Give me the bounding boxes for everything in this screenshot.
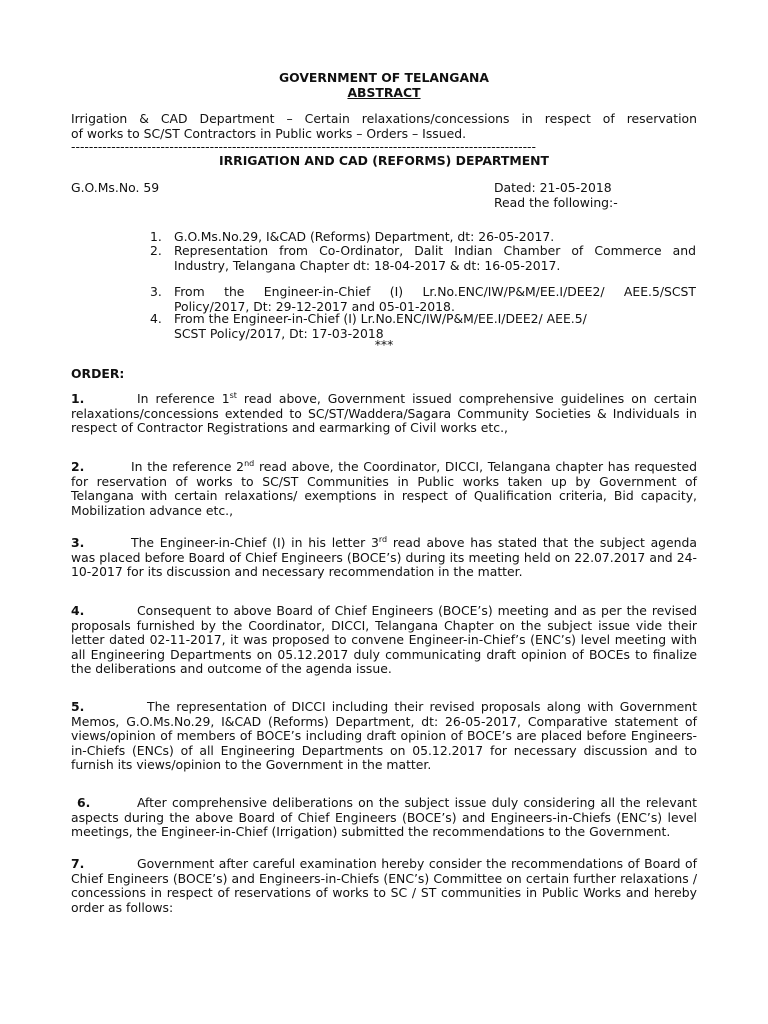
reference-item	[150, 244, 696, 273]
paragraph-number: 4.	[71, 603, 85, 618]
order-date: Dated: 21-05-2018	[494, 180, 612, 195]
reference-text: Representation from Co-Ordinator, Dalit Indian Chamber of Commerce and Industry, Telangana Chapter dt: 18-04-2017 & dt: 16-05-2017.	[174, 243, 696, 273]
reference-number: 4.	[150, 311, 162, 326]
reference-number: 3.	[150, 284, 162, 299]
paragraph-text: The representation of DICCI including their revised proposals along with Government Memos, G.O.Ms.No.29, I&CAD (Reforms) Department, dt: 26-05-2017, Comparative statement of views/opinion of members of BOCE’s including draft opinion of BOCE’s are placed before Engineers-in-Chiefs (ENCs) of all Engineering Departments on 05.12.2017 for necessary discussion and to furnish its views/opinion to the Government in the matter.	[71, 699, 697, 773]
reference-number: 2.	[150, 243, 162, 258]
stars-separator: ***	[374, 337, 394, 352]
paragraph-text: Consequent to above Board of Chief Engineers (BOCE’s) meeting and as per the revised proposals furnished by the Coordinator, DICCI, Telangana Chapter on the subject issue vide their letter dated 02-11-2017, it was proposed to convene Engineer-in-Chief’s (ENC’s) level meeting with all Engineering Departments on 05.12.2017 duly communicating draft opinion of BOCEs to finalize the deliberations and outcome of the agenda issue.	[71, 603, 697, 677]
paragraph-3	[71, 536, 697, 580]
paragraph-text: read above, the Coordinator, DICCI, Telangana chapter has requested for reservation of works to SC/ST Communities in Public works taken up by Government of Telangana with certain relaxations/ exemptions in respect of Qualification criteria, Bid capacity, Mobilization advance etc.,	[71, 459, 697, 518]
paragraph-number: 1.	[71, 391, 85, 406]
paragraph-4	[71, 604, 697, 677]
paragraph-5	[71, 700, 697, 773]
paragraph-1	[71, 392, 697, 436]
superscript: rd	[378, 534, 388, 544]
government-title: GOVERNMENT OF TELANGANA	[278, 70, 490, 85]
paragraph-number: 5.	[71, 699, 85, 714]
subject-line-2: of works to SC/ST Contractors in Public works – Orders – Issued.	[71, 126, 467, 141]
reference-text: From the Engineer-in-Chief (I) Lr.No.ENC/IW/P&M/EE.I/DEE2/ AEE.5/ SCST Policy/2017, Dt: 17-03-2018	[174, 311, 587, 341]
go-number: G.O.Ms.No. 59	[71, 180, 160, 195]
reference-text: G.O.Ms.No.29, I&CAD (Reforms) Department, dt: 26-05-2017.	[174, 229, 555, 244]
paragraph-text: The Engineer-in-Chief (I) in his letter 3	[131, 535, 379, 550]
paragraph-6	[71, 796, 697, 840]
department-title: IRRIGATION AND CAD (REFORMS) DEPARTMENT	[219, 153, 549, 168]
paragraph-2	[71, 460, 697, 518]
paragraph-text: In the reference 2	[131, 459, 245, 474]
paragraph-number: 6.	[77, 795, 91, 810]
paragraph-text: Government after careful examination hereby consider the recommendations of Board of Chief Engineers (BOCE’s) and Engineers-in-Chiefs (ENC’s) Committee on certain further relaxations / concessions in respect of reservations of works to SC / ST communities in Public Works and hereby order as follows:	[71, 856, 697, 915]
read-following: Read the following:-	[494, 195, 618, 210]
paragraph-text: read above has stated that the subject agenda was placed before Board of Chief Engineers (BOCE’s) during its meeting held on 22.07.2017 and 24-10-2017 for its discussion and necessary recommendation in the matter.	[71, 535, 697, 580]
separator-line: --------------------------------------------------------------------------------------------------------	[71, 140, 536, 154]
paragraph-7	[71, 857, 697, 915]
paragraph-number: 3.	[71, 535, 85, 550]
superscript: nd	[244, 458, 255, 468]
paragraph-text: After comprehensive deliberations on the subject issue duly considering all the relevant aspects during the above Board of Chief Engineers (BOCE’s) and Engineers-in-Chiefs (ENC’s) level meetings, the Engineer-in-Chief (Irrigation) submitted the recommendations to the Government.	[71, 795, 697, 840]
order-heading: ORDER:	[71, 366, 125, 381]
paragraph-number: 7.	[71, 856, 85, 871]
superscript: st	[229, 390, 237, 400]
abstract-title: ABSTRACT	[347, 85, 421, 100]
paragraph-number: 2.	[71, 459, 85, 474]
paragraph-text: read above, Government issued comprehensive guidelines on certain relaxations/concessions extended to SC/ST/Waddera/Sagara Community Societies & Individuals in respect of Contractor Registrations and earmarking of Civil works etc.,	[71, 391, 697, 436]
paragraph-text: In reference 1	[137, 391, 230, 406]
reference-item	[150, 285, 696, 314]
subject-line-1: Irrigation & CAD Department – Certain relaxations/concessions in respect of reservation	[71, 111, 697, 126]
reference-text: From the Engineer-in-Chief (I) Lr.No.ENC/IW/P&M/EE.I/DEE2/ AEE.5/SCST Policy/2017, Dt: 29-12-2017 and 05-01-2018.	[174, 284, 696, 314]
reference-number: 1.	[150, 229, 162, 244]
